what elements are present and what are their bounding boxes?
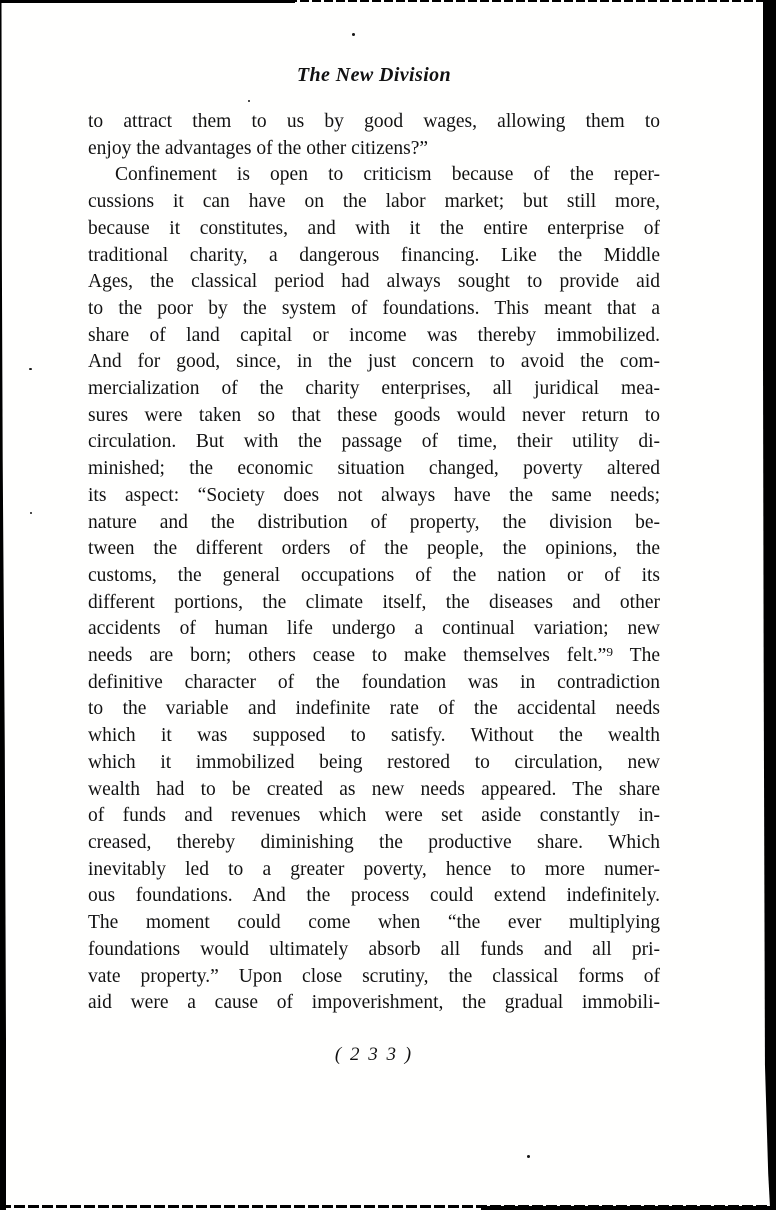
text-line: aid were a cause of impoverishment, the gradual immobili- <box>88 992 660 1014</box>
scan-speck <box>248 100 250 102</box>
text-line: Confinement is open to criticism because of the reper- <box>115 164 660 186</box>
scan-speck <box>352 33 355 36</box>
text-line: definitive character of the foundation was in contradiction <box>88 671 660 693</box>
text-line: minished; the economic situation changed, poverty altered <box>88 458 660 480</box>
text-line: mercialization of the charity enterprises, all juridical mea- <box>88 378 660 400</box>
text-line: to attract them to us by good wages, allowing them to <box>88 111 660 132</box>
scan-edge-top <box>0 0 776 5</box>
text-line: which it immobilized being restored to circulation, new <box>88 751 660 773</box>
text-line: different portions, the climate itself, the diseases and other <box>88 591 660 613</box>
text-line: tween the different orders of the people, the opinions, the <box>88 538 660 560</box>
text-line: of funds and revenues which were set aside constantly in- <box>88 805 660 827</box>
text-line: which it was supposed to satisfy. Without the wealth <box>88 725 660 747</box>
text-line: enjoy the advantages of the other citizens?” <box>88 137 429 159</box>
text-line: ous foundations. And the process could extend indefinitely. <box>88 885 660 907</box>
running-header: The New Division <box>296 64 452 86</box>
scan-speck <box>527 1155 530 1158</box>
text-line: to the variable and indefinite rate of the accidental needs <box>88 698 660 720</box>
text-line: nature and the distribution of property, the division be- <box>88 511 660 533</box>
scan-edge-bottom <box>0 1203 776 1210</box>
scan-edge-left <box>0 0 6 1210</box>
text-line: customs, the general occupations of the nation or of its <box>88 564 660 586</box>
text-line: accidents of human life undergo a continual variation; new <box>88 618 660 640</box>
text-line: share of land capital or income was thereby immobilized. <box>88 324 660 346</box>
text-line: because it constitutes, and with it the entire enterprise of <box>88 217 660 239</box>
text-line: The moment could come when “the ever multiplying <box>88 912 660 934</box>
page-number: ( 2 3 3 ) <box>334 1044 414 1065</box>
text-line: its aspect: “Society does not always have the same needs; <box>88 484 660 506</box>
text-line: creased, thereby diminishing the productive share. Which <box>88 831 660 853</box>
text-line: to the poor by the system of foundations. This meant that a <box>88 297 660 319</box>
text-line: circulation. But with the passage of time, their utility di- <box>88 431 660 453</box>
scan-edge-right <box>763 0 776 1210</box>
text-line: And for good, since, in the just concern to avoid the com- <box>88 351 660 373</box>
text-line: inevitably led to a greater poverty, hence to more numer- <box>88 858 660 880</box>
text-line: needs are born; others cease to make themselves felt.”⁹ The <box>88 645 660 667</box>
body-text <box>88 109 660 1017</box>
text-line: foundations would ultimately absorb all funds and all pri- <box>88 938 660 960</box>
text-line: Ages, the classical period had always sought to provide aid <box>88 271 660 293</box>
scan-speck <box>30 512 32 514</box>
scan-speck <box>29 368 32 370</box>
text-line: cussions it can have on the labor market; but still more, <box>88 191 660 213</box>
text-line: sures were taken so that these goods would never return to <box>88 404 660 426</box>
text-line: vate property.” Upon close scrutiny, the classical forms of <box>88 965 660 987</box>
text-line: traditional charity, a dangerous financing. Like the Middle <box>88 244 660 266</box>
text-line: wealth had to be created as new needs appeared. The share <box>88 778 660 800</box>
